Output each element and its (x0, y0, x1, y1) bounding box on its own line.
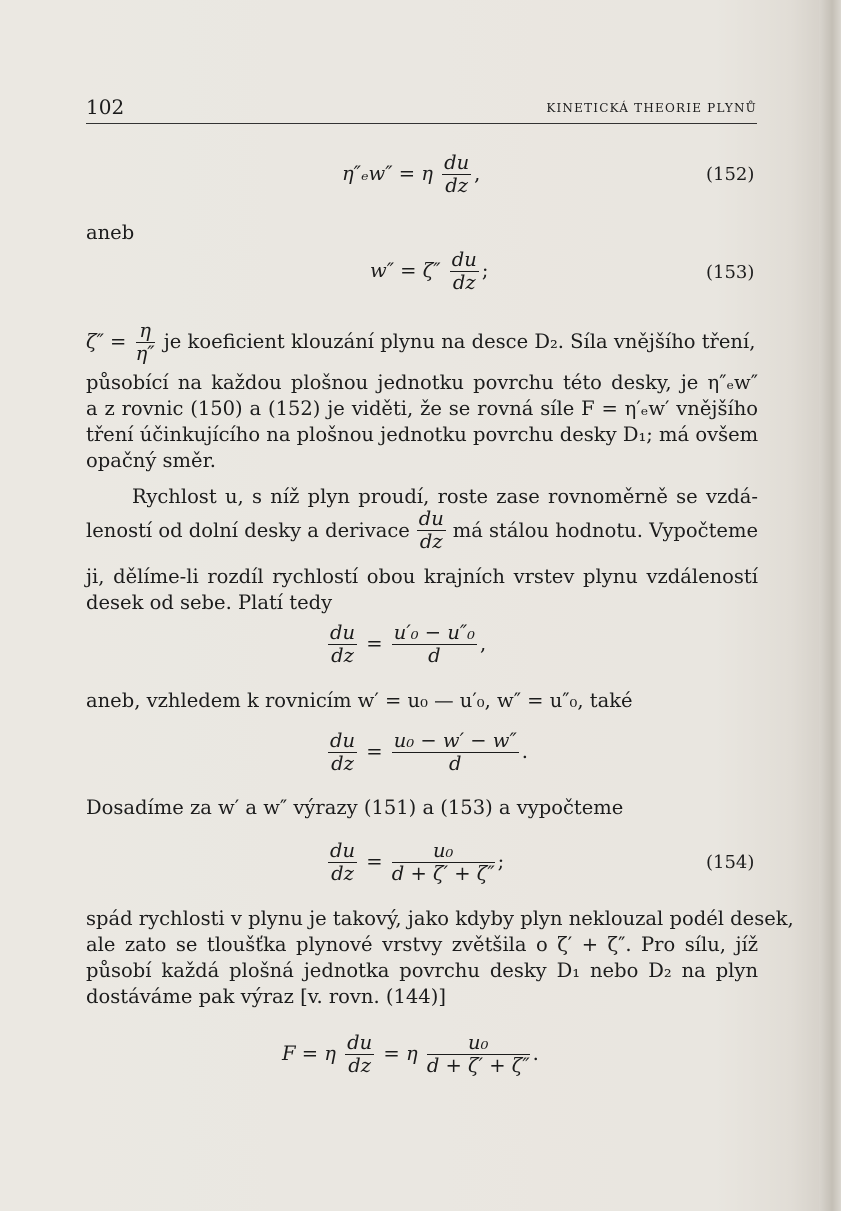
paragraph-3-line-1: spád rychlosti v plynu je takový, jako kdyby plyn neklouzal podél desek, (86, 907, 794, 930)
eqF-tail: . (532, 1042, 539, 1065)
paragraph-2-line-2 (86, 508, 758, 553)
eqA-num2: u′₀ − u″₀ (393, 621, 475, 644)
eqA-num1: du (330, 621, 356, 644)
paragraph-1-line-2: působící na každou plošnou jednotku povrchu této desky, je η″ₑw″ (86, 371, 758, 394)
zeta-fraction (136, 320, 155, 365)
eqB-tail: . (521, 740, 528, 763)
dosadime-line: Dosadíme za w′ a w″ výrazy (151) a (153) a vypočteme (86, 796, 624, 819)
eqF-den2: d + ζ′ + ζ″ (426, 1054, 530, 1077)
paragraph-2-line-4: desek od sebe. Platí tedy (86, 591, 333, 614)
aneb-vzhledem-line: aneb, vzhledem k rovnicím w′ = u₀ — u′₀, w″ = u″₀, také (86, 689, 633, 712)
eq154-lhs-fraction (328, 840, 357, 885)
eqA-lhs-fraction (328, 622, 357, 667)
page-edge-shadow (819, 0, 841, 1211)
eqB-rhs-fraction (392, 730, 519, 775)
eq152-tail: , (474, 162, 481, 185)
eq154-num2: u₀ (392, 840, 495, 863)
paragraph-1-line-3: a z rovnic (150) a (152) je viděti, že se rovná síle F = η′ₑw′ vnějšího (86, 397, 758, 420)
eq152-lhs: η″ₑw″ = η (342, 162, 433, 185)
zeta-lhs: ζ″ = (86, 330, 127, 353)
paragraph-3-line-4: dostáváme pak výraz [v. rovn. (144)] (86, 985, 446, 1008)
paragraph-1-line-5: opačný směr. (86, 449, 216, 472)
paragraph-2-line-1: Rychlost u, s níž plyn proudí, roste zase rovnoměrně se vzdá- (132, 485, 758, 508)
equation-du-dz-2 (325, 730, 528, 775)
eq152-fraction (442, 152, 471, 197)
eqA-rhs-fraction (392, 622, 477, 667)
eqF-lhs: F = η (282, 1042, 336, 1065)
eqF-num2: u₀ (427, 1032, 530, 1055)
eqF-num1: du (347, 1031, 373, 1054)
equation-152 (342, 152, 480, 197)
paragraph-1-line-1 (86, 320, 758, 365)
eq154-den2: d + ζ′ + ζ″ (391, 862, 495, 885)
eq153-den: dz (452, 271, 476, 294)
derivative-fraction (417, 508, 446, 553)
paragraph-1-line-1-text: je koeficient klouzání plynu na desce D₂. Síla vnějšího tření, (163, 330, 756, 353)
eqA-den1: dz (331, 644, 354, 667)
paragraph-2-line-2-pre: leností od dolní desky a derivace (86, 519, 410, 542)
eq153-fraction (450, 249, 479, 294)
eq153-num: du (451, 248, 477, 271)
derivative-num: du (418, 507, 444, 530)
eqF-fraction-1 (345, 1032, 374, 1077)
eqB-num2: u₀ − w′ − w″ (393, 729, 517, 752)
eqA-den2: d (428, 644, 441, 667)
equation-force (282, 1032, 539, 1077)
zeta-num: η (136, 320, 155, 343)
eq153-lhs: w″ = ζ″ (370, 259, 441, 282)
derivative-den: dz (419, 530, 443, 553)
eq154-tail: ; (497, 850, 505, 873)
eqA-equals: = (366, 632, 383, 655)
eq153-number: (153) (706, 262, 755, 283)
eqB-num1: du (330, 729, 356, 752)
eq154-num1: du (330, 839, 356, 862)
eq152-number: (152) (706, 164, 755, 185)
paragraph-2-line-2-post: má stálou hodnotu. Vypočteme (452, 519, 758, 542)
equation-du-dz-1 (325, 622, 486, 667)
eqB-den2: d (449, 752, 462, 775)
paragraph-1-line-4: tření účinkujícího na plošnou jednotku povrchu desky D₁; má ovšem (86, 423, 759, 446)
eqB-den1: dz (331, 752, 354, 775)
eqB-lhs-fraction (328, 730, 357, 775)
eqF-mid: = η (383, 1042, 418, 1065)
paragraph-3-line-3: působí každá plošná jednotka povrchu desky D₁ nebo D₂ na plyn (86, 959, 758, 982)
eq154-rhs-fraction (392, 840, 495, 885)
zeta-den: η″ (135, 342, 155, 365)
eqB-equals: = (366, 740, 383, 763)
eq153-tail: ; (481, 259, 489, 282)
page-header (86, 95, 757, 124)
eq154-den1: dz (331, 862, 354, 885)
equation-154 (325, 840, 504, 885)
eq154-equals: = (366, 850, 383, 873)
eqA-tail: , (480, 632, 487, 655)
eq152-num: du (444, 151, 470, 174)
eq152-den: dz (445, 174, 469, 197)
running-title: KINETICKÁ THEORIE PLYNŮ (546, 101, 757, 115)
paragraph-2-line-3: ji, dělíme-li rozdíl rychlostí obou krajních vrstev plynu vzdáleností (86, 565, 758, 588)
paragraph-3-line-2: ale zato se tloušťka plynové vrstvy zvětšila o ζ′ + ζ″. Pro sílu, jíž (86, 933, 758, 956)
eqF-den1: dz (348, 1054, 372, 1077)
aneb-label: aneb (86, 221, 135, 244)
eq154-number: (154) (706, 852, 755, 873)
equation-153 (370, 249, 488, 294)
eqF-fraction-2 (427, 1032, 530, 1077)
page-number: 102 (86, 95, 125, 119)
